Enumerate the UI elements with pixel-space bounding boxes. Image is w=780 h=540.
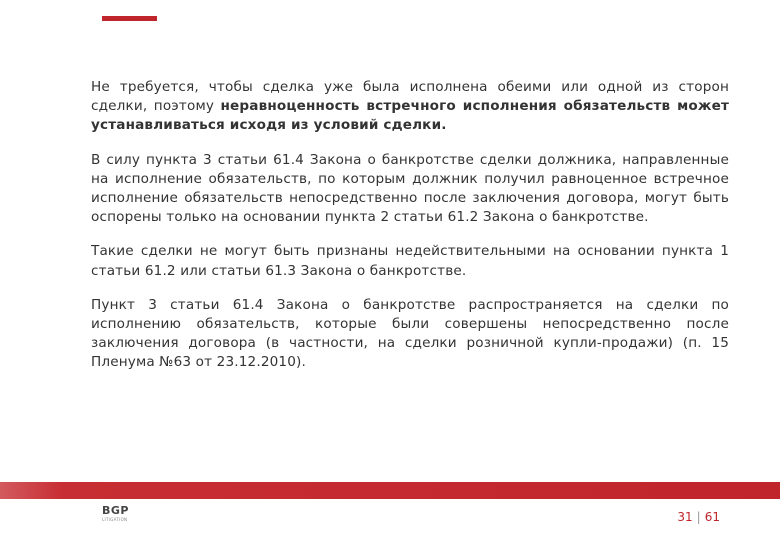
page-number <box>677 510 720 524</box>
company-logo <box>102 505 142 527</box>
paragraph-2: В силу пункта 3 статьи 61.4 Закона о банкротстве сделки должника, направленные на исполнение обязательств, по которым должник получил равноценное встречное исполнение обязательств непосредственно после заключения договора, могут быть оспорены только на основании пункта 2 статьи 61.2 Закона о банкротстве. <box>91 151 729 226</box>
paragraph-1 <box>91 78 729 136</box>
paragraph-1-text: Не требуется, чтобы сделка уже была исполнена обеими или одной из сторон сделки, поэтому <box>91 79 729 115</box>
logo-subtext: LITIGATION <box>102 517 128 522</box>
footer-band <box>0 482 780 499</box>
page-current: 31 <box>677 510 693 524</box>
page-total: 61 <box>704 510 720 524</box>
page-separator: | <box>696 510 701 524</box>
top-accent-bar <box>102 16 157 21</box>
logo-text: BGP <box>102 504 129 517</box>
paragraph-3: Такие сделки не могут быть признаны недействительными на основании пункта 1 статьи 61.2 или статьи 61.3 Закона о банкротстве. <box>91 243 729 279</box>
paragraph-1-bold: неравноценность встречного исполнения обязательств может устанавливаться исходя из условий сделки. <box>91 98 729 134</box>
paragraph-4: Пункт 3 статьи 61.4 Закона о банкротстве распространяется на сделки по исполнению обязательств, которые были совершены непосредственно после заключения договора (в частности, на сделки розничной купли-продажи) (п. 15 Пленума №63 от 23.12.2010). <box>91 296 729 371</box>
slide-content <box>91 78 729 388</box>
